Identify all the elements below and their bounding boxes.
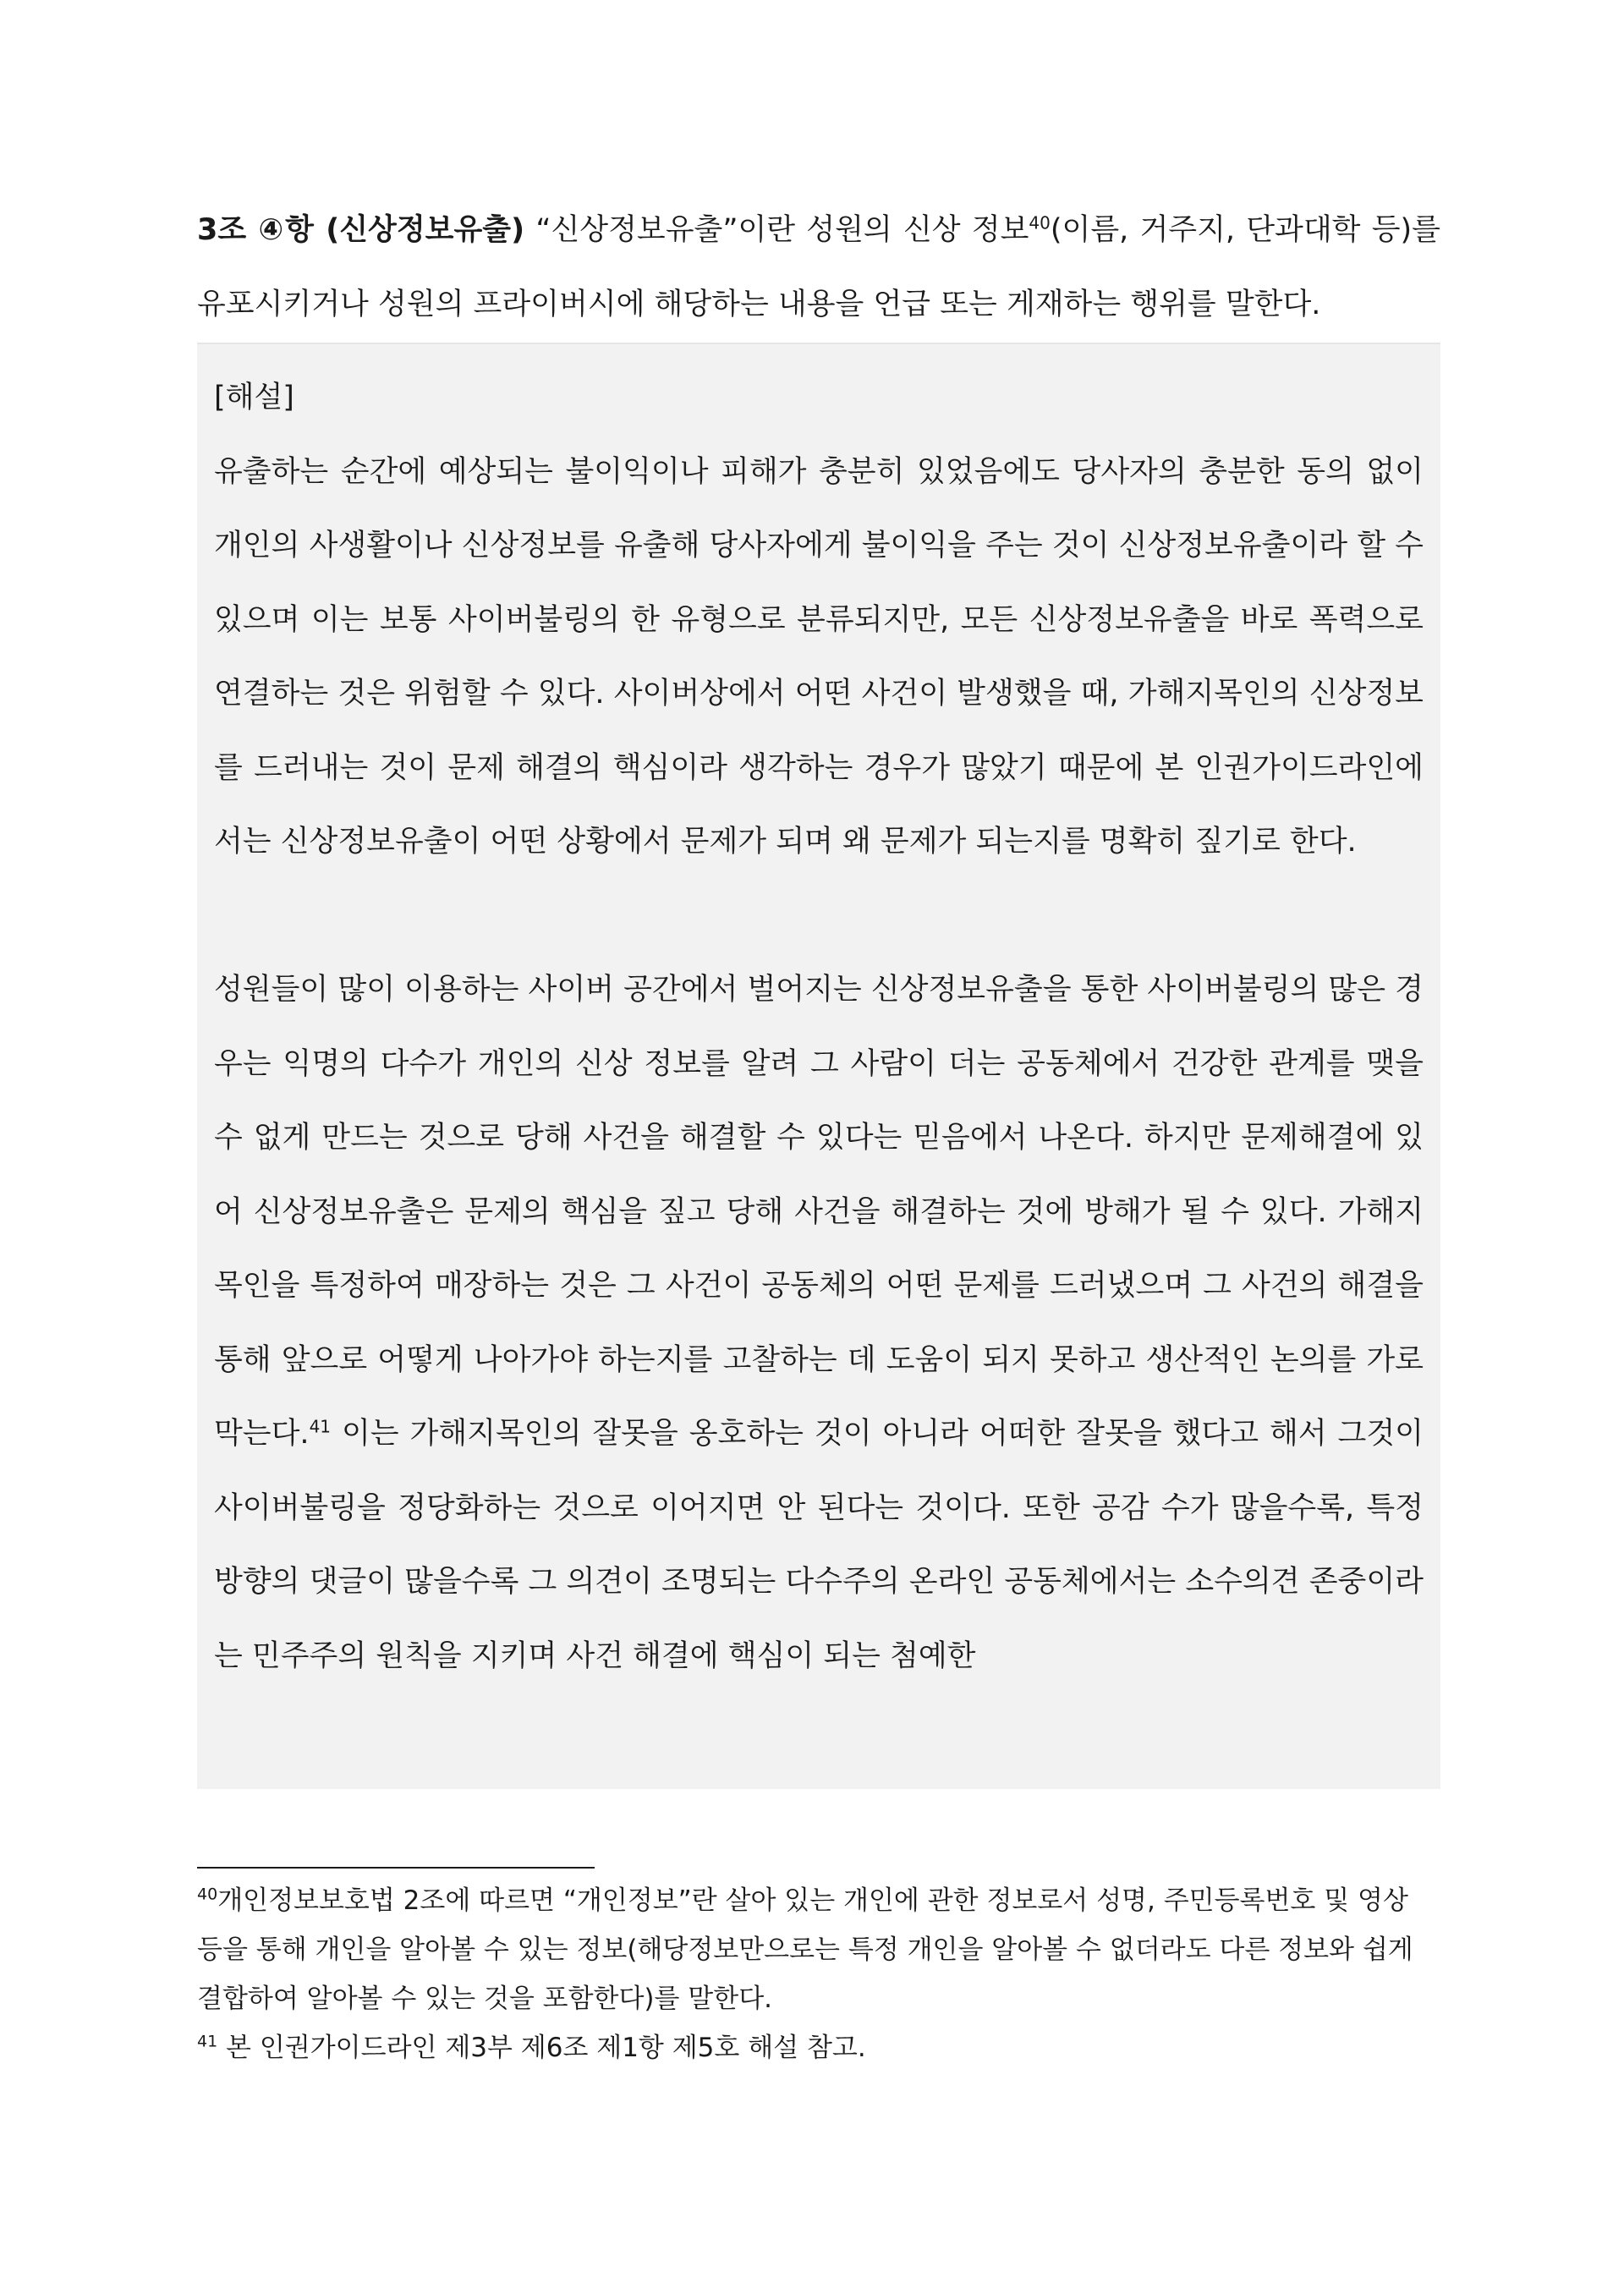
footnote-41	[197, 2023, 1440, 2072]
footnotes	[197, 1876, 1440, 2072]
commentary-box	[197, 343, 1440, 1789]
footnote-ref-40[interactable]: 40	[1029, 212, 1051, 233]
commentary-label: [해설]	[214, 381, 294, 414]
article-heading: 3조 ④항 (신상정보유출)	[197, 213, 525, 247]
footnote-ref-41[interactable]: 41	[309, 1416, 332, 1437]
paragraph-spacer	[214, 880, 1424, 954]
commentary-paragraph-2	[214, 953, 1424, 1693]
footnote-40	[197, 1876, 1440, 2023]
footnote-divider	[197, 1867, 595, 1869]
footnote-text: 개인정보보호법 2조에 따르면 “개인정보”란 살아 있는 개인에 관한 정보로서 성명, 주민등록번호 및 영상 등을 통해 개인을 알아볼 수 있는 정보(해당정보만으로는 특정 개인을 알아볼 수 없더라도 다른 정보와 쉽게 결합하여 알아볼 수 있는 것을 포함한다)를 말한다.	[197, 1885, 1413, 2014]
article-text-before-note: “신상정보유출”이란 성원의 신상 정보	[524, 213, 1029, 247]
commentary-paragraph-2-after-note: 이는 가해지목인의 잘못을 옹호하는 것이 아니라 어떠한 잘못을 했다고 해서 그것이 사이버불링을 정당화하는 것으로 이어지면 안 된다는 것이다. 또한 공감 수가 많을수록, 특정 방향의 댓글이 많을수록 그 의견이 조명되는 다수주의 온라인 공동체에서는 소수의견 존중이라는 민주주의 원칙을 지키며 사건 해결에 핵심이 되는 첨예한	[214, 1417, 1424, 1673]
footnote-text: 본 인권가이드라인 제3부 제6조 제1항 제5호 해설 참고.	[217, 2033, 866, 2063]
commentary-paragraph-1: 유출하는 순간에 예상되는 불이익이나 피해가 충분히 있었음에도 당사자의 충분한 동의 없이 개인의 사생활이나 신상정보를 유출해 당사자에게 불이익을 주는 것이 신상정보유출이라 할 수 있으며 이는 보통 사이버불링의 한 유형으로 분류되지만, 모든 신상정보유출을 바로 폭력으로 연결하는 것은 위험할 수 있다. 사이버상에서 어떤 사건이 발생했을 때, 가해지목인의 신상정보를 드러내는 것이 문제 해결의 핵심이라 생각하는 경우가 많았기 때문에 본 인권가이드라인에서는 신상정보유출이 어떤 상황에서 문제가 되며 왜 문제가 되는지를 명확히 짚기로 한다.	[214, 454, 1424, 859]
article-paragraph	[197, 193, 1440, 342]
commentary-paragraph-2-before-note: 성원들이 많이 이용하는 사이버 공간에서 벌어지는 신상정보유출을 통한 사이버불링의 많은 경우는 익명의 다수가 개인의 신상 정보를 알려 그 사람이 더는 공동체에서 건강한 관계를 맺을 수 없게 만드는 것으로 당해 사건을 해결할 수 있다는 믿음에서 나온다. 하지만 문제해결에 있어 신상정보유출은 문제의 핵심을 짚고 당해 사건을 해결하는 것에 방해가 될 수 있다. 가해지목인을 특정하여 매장하는 것은 그 사건이 공동체의 어떤 문제를 드러냈으며 그 사건의 해결을 통해 앞으로 어떻게 나아가야 하는지를 고찰하는 데 도움이 되지 못하고 생산적인 논의를 가로막는다.	[214, 973, 1424, 1451]
footnote-number: 40	[197, 1885, 218, 1904]
footnote-number: 41	[197, 2032, 218, 2051]
article-text-after-note: (이름, 거주지, 단과대학 등)를 유포시키거나 성원의 프라이버시에 해당하는 내용을 언급 또는 게재하는 행위를 말한다.	[197, 213, 1440, 321]
